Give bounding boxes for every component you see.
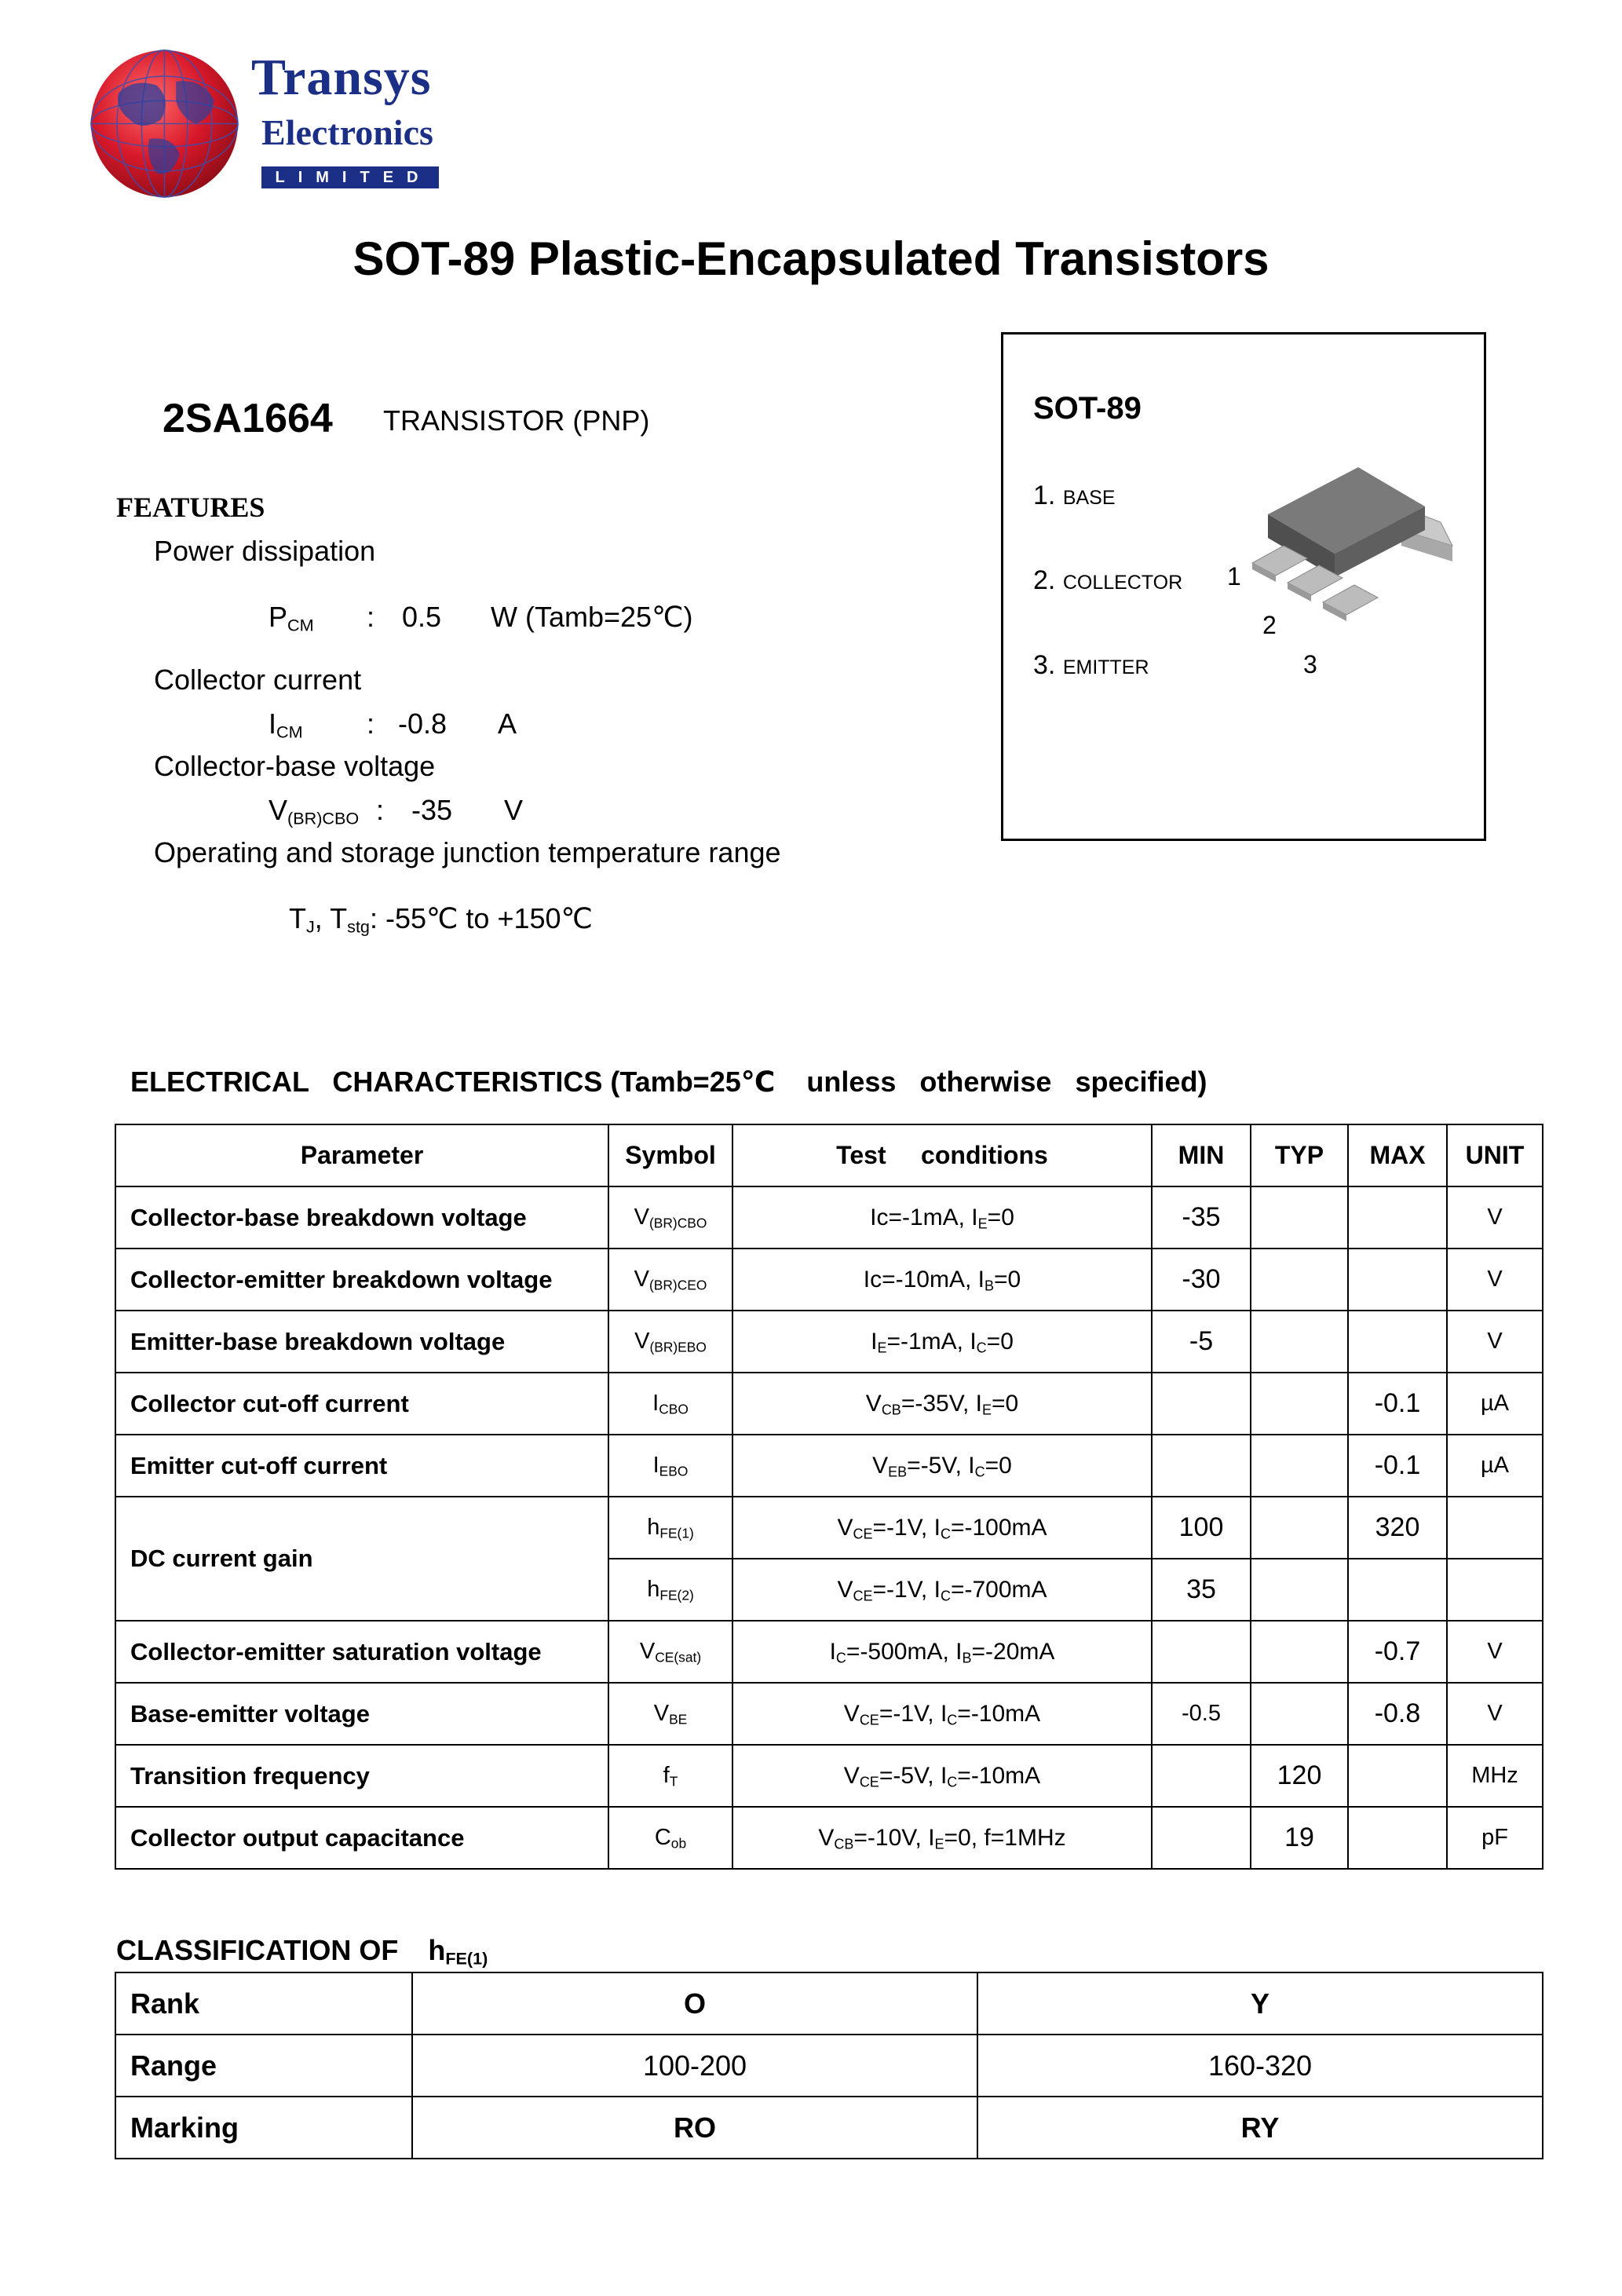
typ-cell [1251,1559,1348,1621]
feature-power-value: $P_{CM}$ : 0.5 W (Tamb=25℃) [269,601,693,635]
table-row [115,1311,1543,1373]
symbol-cell: $I_{CBO}$ [608,1373,732,1435]
condition-cell: $V_{EB}=-5V$, $I_C=0$ [732,1435,1152,1497]
symbol-cell: $V_{(BR)CBO}$ [608,1186,732,1249]
symbol-cell: $V_{(BR)CEO}$ [608,1249,732,1311]
param-cell: Collector-emitter breakdown voltage [115,1249,608,1311]
symbol-cell: $V_{(BR)EBO}$ [608,1311,732,1373]
max-cell: -0.8 [1348,1683,1447,1745]
condition-cell: Ic=-10mA, $I_B=0$ [732,1249,1152,1311]
typ-cell [1251,1311,1348,1373]
header-conditions: Test conditions [732,1124,1152,1186]
unit-cell: V [1447,1683,1543,1745]
condition-cell: $V_{CE}=-5V$, $I_C=-10mA$ [732,1745,1152,1807]
param-cell: Collector-base breakdown voltage [115,1186,608,1249]
unit-cell [1447,1497,1543,1559]
marking-y: RY [977,2097,1543,2159]
brand-limited: LIMITED [261,166,439,188]
table-row [115,1972,1543,2035]
pin-number-3: 3 [1303,650,1317,678]
min-cell: -0.5 [1152,1683,1251,1745]
pin-label: 3. EMITTER [1033,650,1149,680]
param-cell: Emitter cut-off current [115,1435,608,1497]
max-cell [1348,1807,1447,1869]
typ-cell [1251,1683,1348,1745]
condition-cell: $V_{CE}=-1V$, $I_C=-100mA$ [732,1497,1152,1559]
typ-cell: 120 [1251,1745,1348,1807]
package-title: SOT-89 [1033,391,1142,426]
typ-cell: 19 [1251,1807,1348,1869]
unit-cell: MHz [1447,1745,1543,1807]
header-typ: TYP [1251,1124,1348,1186]
typ-cell [1251,1249,1348,1311]
param-cell: Base-emitter voltage [115,1683,608,1745]
unit-cell [1447,1559,1543,1621]
condition-cell: $V_{CE}=-1V$, $I_C=-700mA$ [732,1559,1152,1621]
symbol-cell: $f_T$ [608,1745,732,1807]
feature-voltage-label: Collector-base voltage [154,750,436,782]
min-cell [1152,1745,1251,1807]
marking-label: Marking [115,2097,412,2159]
range-label: Range [115,2035,412,2097]
typ-cell [1251,1621,1348,1683]
unit-cell: V [1447,1186,1543,1249]
features-heading: FEATURES [116,492,265,523]
table-row [115,1435,1543,1497]
header-parameter: Parameter [115,1124,608,1186]
condition-cell: $V_{CB}=-10V$, $I_E=0$, f=1MHz [732,1807,1152,1869]
condition-cell: $I_E=-1mA$, $I_C=0$ [732,1311,1152,1373]
feature-temp-label: Operating and storage junction temperature range [154,836,781,868]
header-symbol: Symbol [608,1124,732,1186]
table-row [115,2097,1543,2159]
feature-current-label: Collector current [154,664,362,696]
max-cell [1348,1559,1447,1621]
rank-label: Rank [115,1972,412,2035]
unit-cell: µA [1447,1435,1543,1497]
param-cell: DC current gain [115,1497,608,1621]
min-cell: 100 [1152,1497,1251,1559]
min-cell [1152,1373,1251,1435]
min-cell [1152,1621,1251,1683]
symbol-cell: $V_{BE}$ [608,1683,732,1745]
typ-cell [1251,1186,1348,1249]
min-cell [1152,1435,1251,1497]
pin-label: 1. BASE [1033,481,1116,510]
sot89-package-drawing [1213,459,1480,695]
feature-current-value: $I_{CM}$ : -0.8 A [269,707,517,742]
classification-table [115,1972,1543,2159]
symbol-cell: $h_{FE(1)}$ [608,1497,732,1559]
condition-cell: $I_C=-500mA$, $I_B=-20mA$ [732,1621,1152,1683]
condition-cell: Ic=-1mA, $I_E=0$ [732,1186,1152,1249]
typ-cell [1251,1373,1348,1435]
rank-y: Y [977,1972,1543,2035]
part-number: 2SA1664 [163,396,333,441]
min-cell: -5 [1152,1311,1251,1373]
symbol-cell: $I_{EBO}$ [608,1435,732,1497]
brand-subtitle: Electronics [261,112,433,152]
header-unit: UNIT [1447,1124,1543,1186]
brand-name: Transys [251,49,432,106]
logo-globe-icon [88,47,241,200]
table-row [115,1497,1543,1559]
typ-cell [1251,1497,1348,1559]
param-cell: Collector cut-off current [115,1373,608,1435]
table-row [115,1683,1543,1745]
condition-cell: $V_{CB}=-35V$, $I_E=0$ [732,1373,1152,1435]
unit-cell: V [1447,1311,1543,1373]
electrical-heading: ELECTRICAL CHARACTERISTICS (Tamb=25℃ unless otherwise specified) [130,1066,1207,1098]
unit-cell: µA [1447,1373,1543,1435]
min-cell: 35 [1152,1559,1251,1621]
symbol-cell: $V_{CE(sat)}$ [608,1621,732,1683]
symbol-cell: $h_{FE(2)}$ [608,1559,732,1621]
unit-cell: V [1447,1621,1543,1683]
pin-number-1: 1 [1227,562,1241,590]
table-row [115,1807,1543,1869]
table-row [115,1621,1543,1683]
header-max: MAX [1348,1124,1447,1186]
table-row [115,1186,1543,1249]
typ-cell [1251,1435,1348,1497]
param-cell: Collector output capacitance [115,1807,608,1869]
table-row [115,2035,1543,2097]
classification-heading: CLASSIFICATION OF $h_{FE(1)}$ [116,1934,488,1969]
feature-voltage-value: $V_{(BR)CBO}$ : -35 V [269,794,524,828]
max-cell: -0.7 [1348,1621,1447,1683]
max-cell: 320 [1348,1497,1447,1559]
unit-cell: V [1447,1249,1543,1311]
table-row [115,1373,1543,1435]
param-cell: Transition frequency [115,1745,608,1807]
rank-o: O [412,1972,977,2035]
table-row [115,1745,1543,1807]
condition-cell: $V_{CE}=-1V$, $I_C=-10mA$ [732,1683,1152,1745]
max-cell [1348,1249,1447,1311]
pin-number-2: 2 [1262,611,1277,639]
part-type: TRANSISTOR (PNP) [383,404,650,437]
param-cell: Emitter-base breakdown voltage [115,1311,608,1373]
table-header-row [115,1124,1543,1186]
electrical-characteristics-table [115,1124,1543,1870]
table-row [115,1249,1543,1311]
page-title: SOT-89 Plastic-Encapsulated Transistors [353,232,1269,285]
max-cell [1348,1311,1447,1373]
max-cell [1348,1186,1447,1249]
min-cell: -35 [1152,1186,1251,1249]
max-cell: -0.1 [1348,1435,1447,1497]
feature-power-label: Power dissipation [154,535,376,567]
range-o: 100-200 [412,2035,977,2097]
marking-o: RO [412,2097,977,2159]
unit-cell: pF [1447,1807,1543,1869]
max-cell: -0.1 [1348,1373,1447,1435]
header-min: MIN [1152,1124,1251,1186]
range-y: 160-320 [977,2035,1543,2097]
symbol-cell: $C_{ob}$ [608,1807,732,1869]
feature-temp-value: $T_J$, $T_{stg}$: -55℃ to +150℃ [289,902,593,937]
param-cell: Collector-emitter saturation voltage [115,1621,608,1683]
pin-label: 2. COLLECTOR [1033,565,1183,595]
min-cell [1152,1807,1251,1869]
max-cell [1348,1745,1447,1807]
min-cell: -30 [1152,1249,1251,1311]
